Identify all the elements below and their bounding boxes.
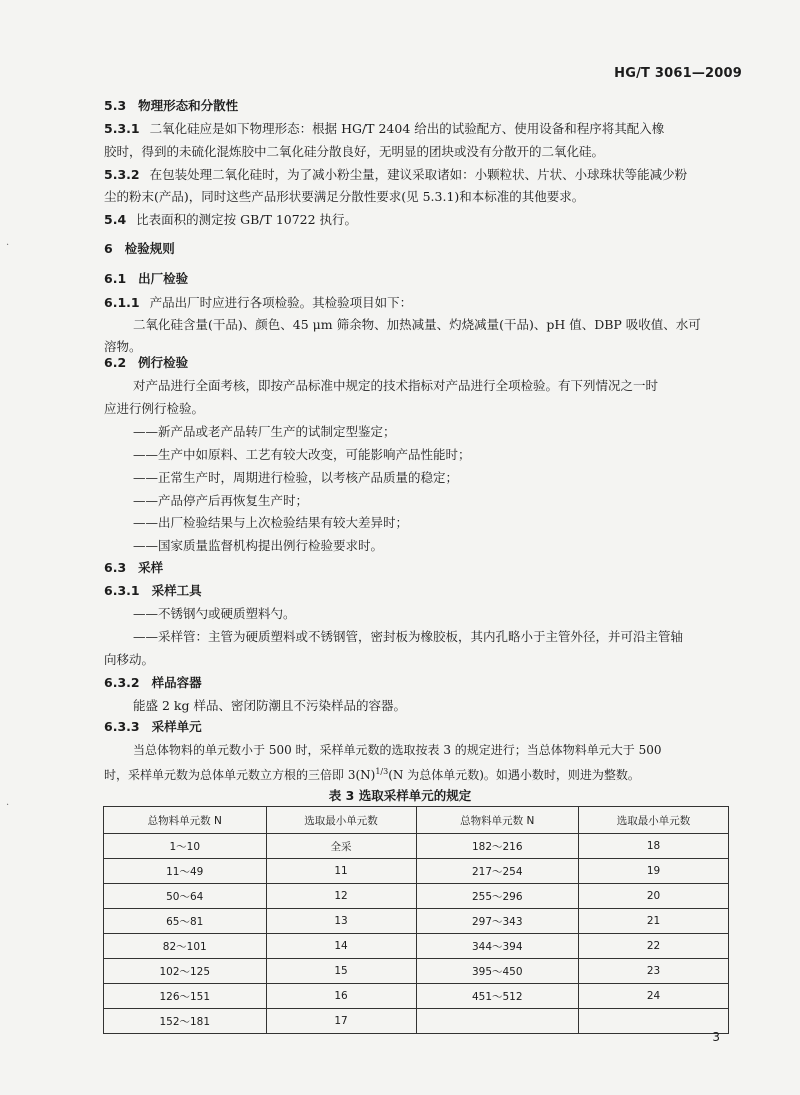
paragraph-line: 胶时，得到的未硫化混炼胶中二氧化硅分散良好，无明显的团块或没有分散开的二氧化硅。 — [104, 144, 605, 159]
section-number: 5.3.1 — [104, 121, 140, 136]
section-number: 5.4 — [104, 212, 127, 227]
scan-mark: · — [6, 800, 10, 811]
paragraph-text: 比表面积的测定按 GB/T 10722 执行。 — [136, 212, 358, 227]
table-cell: 18 — [579, 834, 729, 859]
bullet-item: ——出厂检验结果与上次检验结果有较大差异时； — [133, 515, 409, 530]
table-cell: 297～343 — [416, 909, 579, 934]
section-heading-6-3 — [104, 559, 163, 577]
paragraph-line: 当总体物料的单元数小于 500 时，采样单元数的选取按表 3 的规定进行；当总体物料单元大于 500 — [133, 743, 662, 757]
bullet-item: ——不锈钢勺或硬质塑料勺。 — [133, 606, 296, 621]
paragraph-line: 时，采样单元数为总体单元数立方根的三倍即 $3(N)^{1/3}(N$ 为总体单元数)。如遇小数时，则进为整数。 — [104, 767, 640, 782]
table-cell: 182～216 — [416, 834, 579, 859]
section-number: 6.3 — [104, 560, 127, 575]
table-cell: 全采 — [266, 834, 416, 859]
column-header: 选取最小单元数 — [579, 807, 729, 834]
bullet-item: ——正常生产时，周期进行检验，以考核产品质量的稳定； — [133, 470, 459, 485]
paragraph-text: 二氧化硅应是如下物理形态：根据 HG/T 2404 给出的试验配方、使用设备和程序将其配入橡 — [149, 121, 665, 136]
section-number: 6.1.1 — [104, 295, 140, 310]
section-title: 采样工具 — [151, 583, 202, 598]
paragraph-line: 应进行例行检验。 — [104, 401, 205, 416]
section-heading-6-3-2 — [104, 674, 202, 692]
table-row — [104, 1009, 729, 1034]
table-cell: 23 — [579, 959, 729, 984]
table-cell: 65～81 — [104, 909, 267, 934]
section-title: 例行检验 — [138, 355, 189, 370]
table-row — [104, 884, 729, 909]
table-row — [104, 909, 729, 934]
column-header: 总物料单元数 N — [104, 807, 267, 834]
table-cell: 24 — [579, 984, 729, 1009]
paragraph-line: 尘的粉末(产品)，同时这些产品形状要满足分散性要求(见 5.3.1)和本标准的其他要求。 — [104, 189, 585, 204]
table-cell: 22 — [579, 934, 729, 959]
section-heading-5-3 — [104, 97, 238, 115]
paragraph-line: 对产品进行全面考核，即按产品标准中规定的技术指标对产品进行全项检验。有下列情况之一时 — [133, 378, 659, 393]
table-cell: 82～101 — [104, 934, 267, 959]
paragraph-line: 溶物。 — [104, 339, 142, 354]
table-row — [104, 859, 729, 884]
section-number: 5.3 — [104, 98, 127, 113]
column-header: 选取最小单元数 — [266, 807, 416, 834]
section-number: 6.3.3 — [104, 719, 140, 734]
table-cell — [579, 1009, 729, 1034]
section-number: 5.3.2 — [104, 167, 140, 182]
section-number: 6.1 — [104, 271, 127, 286]
table-header-row — [104, 807, 729, 834]
document-code: HG/T 3061—2009 — [614, 66, 742, 81]
table-cell: 102～125 — [104, 959, 267, 984]
table-cell: 20 — [579, 884, 729, 909]
table-cell: 451～512 — [416, 984, 579, 1009]
table-row — [104, 934, 729, 959]
section-title: 检验规则 — [124, 241, 175, 256]
bullet-item: ——新产品或老产品转厂生产的试制定型鉴定； — [133, 424, 396, 439]
paragraph-6-1-1 — [104, 294, 412, 312]
section-heading-6 — [104, 240, 175, 258]
paragraph-5-4 — [104, 211, 357, 229]
table-cell — [416, 1009, 579, 1034]
table-cell: 126～151 — [104, 984, 267, 1009]
table-row — [104, 959, 729, 984]
column-header: 总物料单元数 N — [416, 807, 579, 834]
table-cell: 17 — [266, 1009, 416, 1034]
section-number: 6 — [104, 241, 113, 256]
table-cell: 1～10 — [104, 834, 267, 859]
table-cell: 217～254 — [416, 859, 579, 884]
paragraph-line: 能盛 2 kg 样品、密闭防潮且不污染样品的容器。 — [133, 698, 406, 713]
scan-mark: · — [6, 240, 10, 251]
paragraph-5-3-1 — [104, 120, 664, 138]
bullet-item: ——国家质量监督机构提出例行检验要求时。 — [133, 538, 384, 553]
sampling-unit-table — [103, 806, 729, 1034]
section-number: 6.3.1 — [104, 583, 140, 598]
paragraph-line: 向移动。 — [104, 652, 155, 667]
table-cell: 395～450 — [416, 959, 579, 984]
bullet-item: ——产品停产后再恢复生产时； — [133, 493, 309, 508]
bullet-item: ——采样管：主管为硬质塑料或不锈钢管，密封板为橡胶板，其内孔略小于主管外径，并可沿主管轴 — [133, 629, 684, 644]
section-title: 样品容器 — [151, 675, 202, 690]
section-title: 采样 — [138, 560, 164, 575]
table-cell: 12 — [266, 884, 416, 909]
paragraph-line: 二氧化硅含量(干品)、颜色、45 μm 筛余物、加热减量、灼烧减量(干品)、pH 值、DBP 吸收值、水可 — [133, 317, 701, 332]
paragraph-text: 在包装处理二氧化硅时，为了减小粉尘量，建议采取诸如：小颗粒状、片状、小球珠状等能减少粉 — [149, 167, 688, 182]
table-cell: 255～296 — [416, 884, 579, 909]
table-cell: 152～181 — [104, 1009, 267, 1034]
section-number: 6.3.2 — [104, 675, 140, 690]
table-cell: 21 — [579, 909, 729, 934]
table-row — [104, 834, 729, 859]
table-cell: 16 — [266, 984, 416, 1009]
table-caption: 表 3 选取采样单元的规定 — [328, 788, 472, 803]
table-row — [104, 984, 729, 1009]
section-number: 6.2 — [104, 355, 127, 370]
page-number: 3 — [712, 1030, 720, 1044]
bullet-item: ——生产中如原料、工艺有较大改变，可能影响产品性能时； — [133, 447, 471, 462]
table-cell: 11～49 — [104, 859, 267, 884]
table-cell: 50～64 — [104, 884, 267, 909]
section-title: 出厂检验 — [138, 271, 189, 286]
table-cell: 19 — [579, 859, 729, 884]
table-cell: 14 — [266, 934, 416, 959]
section-heading-6-3-3 — [104, 718, 202, 736]
paragraph-text: 产品出厂时应进行各项检验。其检验项目如下： — [149, 295, 413, 310]
section-heading-6-1 — [104, 270, 188, 288]
table-cell: 15 — [266, 959, 416, 984]
table-cell: 344～394 — [416, 934, 579, 959]
paragraph-5-3-2 — [104, 166, 687, 184]
section-title: 物理形态和分散性 — [138, 98, 239, 113]
table-cell: 11 — [266, 859, 416, 884]
table-cell: 13 — [266, 909, 416, 934]
section-heading-6-2 — [104, 354, 188, 372]
section-heading-6-3-1 — [104, 582, 202, 600]
section-title: 采样单元 — [151, 719, 202, 734]
